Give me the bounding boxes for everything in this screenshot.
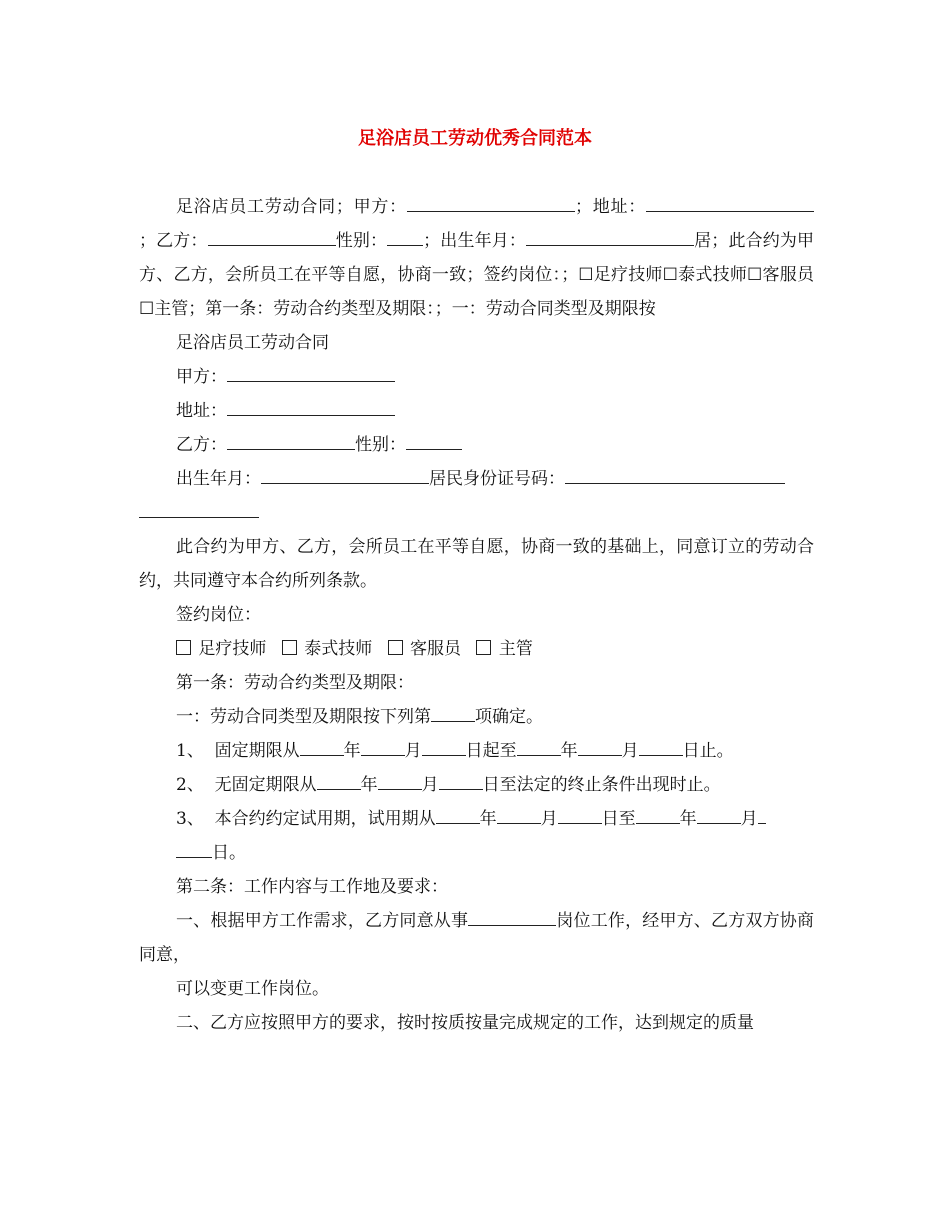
article1-line1-end: 项确定。 xyxy=(475,707,543,727)
position-option-supervisor xyxy=(476,639,532,659)
blank-day xyxy=(422,737,466,756)
item3-end: 日。 xyxy=(212,843,246,863)
blank-month xyxy=(361,737,405,756)
blank-address-cont xyxy=(796,193,814,212)
blank-day-cont xyxy=(176,839,212,858)
position-label-thai: 泰式技师 xyxy=(304,639,373,659)
field-party-b xyxy=(139,428,814,462)
unit-month: 月 xyxy=(740,809,758,829)
position-label-foot: 足疗技师 xyxy=(198,639,267,659)
article2-p1-text-2: 岗位工作，经甲方、乙方双方协商同意， xyxy=(139,911,814,965)
blank-party-a xyxy=(407,193,575,212)
blank-party-b xyxy=(208,227,336,246)
article1-item2 xyxy=(139,768,814,802)
blank-day xyxy=(558,805,602,824)
blank-day xyxy=(758,805,766,824)
item2-end: 日至法定的终止条件出现时止。 xyxy=(482,775,721,795)
unit-year: 年 xyxy=(343,741,361,761)
article2-p1 xyxy=(139,904,814,972)
item3-number: 3、 xyxy=(176,809,204,829)
blank-year xyxy=(636,805,680,824)
unit-month: 月 xyxy=(404,741,422,761)
blank-year xyxy=(517,737,561,756)
blank-month xyxy=(378,771,422,790)
article2-p1-text: 一、根据甲方工作需求，乙方同意从事 xyxy=(176,911,469,931)
document-title: 足浴店员工劳动优秀合同范本 xyxy=(358,128,592,149)
unit-year: 年 xyxy=(679,809,697,829)
position-option-service xyxy=(388,639,461,659)
document-body xyxy=(139,190,814,1040)
blank-party-b-field xyxy=(227,431,355,450)
blank-birth xyxy=(526,227,694,246)
article2-p2: 二、乙方应按照甲方的要求，按时按质按量完成规定的工作，达到规定的质量 xyxy=(176,1013,754,1033)
blank-gender-field xyxy=(406,431,462,450)
blank-year xyxy=(436,805,480,824)
position-label-service: 客服员 xyxy=(410,639,462,659)
label-birth: 出生年月： xyxy=(176,469,261,489)
field-party-a xyxy=(139,360,814,394)
blank-address-field xyxy=(227,397,395,416)
item3-to: 日至 xyxy=(601,809,636,829)
blank-party-a-field xyxy=(227,363,395,382)
label-address: 地址： xyxy=(176,401,227,421)
blank-year xyxy=(317,771,361,790)
unit-month: 月 xyxy=(621,741,639,761)
article1-line1-text: 一：劳动合同类型及期限按下列第 xyxy=(176,707,431,727)
unit-day-from: 日起至 xyxy=(465,741,517,761)
blank-day xyxy=(439,771,483,790)
position-option-thai xyxy=(282,639,372,659)
blank-month xyxy=(497,805,541,824)
position-option-foot xyxy=(176,639,266,659)
field-address xyxy=(139,394,814,428)
article2-heading: 第二条：工作内容与工作地及要求： xyxy=(176,877,448,897)
summary-text-2: ；地址： xyxy=(574,197,647,217)
summary-text-5: ；出生年月： xyxy=(423,231,527,251)
summary-text-6: 居；此合约为甲方、乙方，会所员工在平等自愿，协商一致；签约岗位：；☐足疗技师☐泰式技师☐客服员☐主管；第一条：劳动合约类型及期限：；一：劳动合同类型及期限按 xyxy=(139,231,815,319)
blank-month xyxy=(697,805,741,824)
checkbox-icon[interactable] xyxy=(282,640,297,655)
contract-heading: 足浴店员工劳动合同 xyxy=(176,333,329,353)
label-party-a: 甲方： xyxy=(176,367,227,387)
item1-end: 日止。 xyxy=(682,741,734,761)
blank-id-number xyxy=(565,465,785,484)
blank-id-number-cont xyxy=(139,499,259,518)
label-id-number: 居民身份证号码： xyxy=(429,469,565,489)
blank-birth-field xyxy=(261,465,429,484)
item3-text: 本合约约定试用期，试用期从 xyxy=(214,809,436,829)
unit-year: 年 xyxy=(479,809,497,829)
item2-number: 2、 xyxy=(176,775,204,795)
article1-item1 xyxy=(139,734,814,768)
checkbox-icon[interactable] xyxy=(388,640,403,655)
unit-month: 月 xyxy=(421,775,439,795)
label-party-b: 乙方： xyxy=(176,435,227,455)
summary-text-3: ；乙方： xyxy=(139,231,208,251)
label-gender: 性别： xyxy=(355,435,406,455)
field-id-cont xyxy=(139,496,814,530)
item1-number: 1、 xyxy=(176,741,204,761)
unit-year: 年 xyxy=(360,775,378,795)
article1-line1 xyxy=(139,700,814,734)
unit-month: 月 xyxy=(540,809,558,829)
blank-year xyxy=(300,737,344,756)
article1-heading: 第一条：劳动合约类型及期限： xyxy=(176,673,414,693)
agreement-paragraph: 此合约为甲方、乙方，会所员工在平等自愿，协商一致的基础上，同意订立的劳动合约，共同遵守本合约所列条款。 xyxy=(139,537,814,591)
article1-item3 xyxy=(139,802,814,870)
position-label-supervisor: 主管 xyxy=(498,639,533,659)
summary-text-1: 足浴店员工劳动合同；甲方： xyxy=(176,197,407,217)
summary-text-4: 性别： xyxy=(335,231,388,251)
blank-address xyxy=(646,193,796,212)
field-birth-id xyxy=(139,462,814,496)
blank-month xyxy=(578,737,622,756)
blank-day xyxy=(639,737,683,756)
summary-paragraph xyxy=(139,190,814,326)
article2-p1-cont: 可以变更工作岗位。 xyxy=(176,979,329,999)
checkbox-icon[interactable] xyxy=(476,640,491,655)
blank-term-choice xyxy=(431,703,475,722)
position-options xyxy=(139,632,814,666)
position-label: 签约岗位： xyxy=(176,605,261,625)
unit-year: 年 xyxy=(560,741,578,761)
checkbox-icon[interactable] xyxy=(176,640,191,655)
blank-post xyxy=(468,907,556,926)
item2-text: 无固定期限从 xyxy=(214,775,317,795)
item1-text: 固定期限从 xyxy=(214,741,300,761)
blank-gender xyxy=(387,227,423,246)
